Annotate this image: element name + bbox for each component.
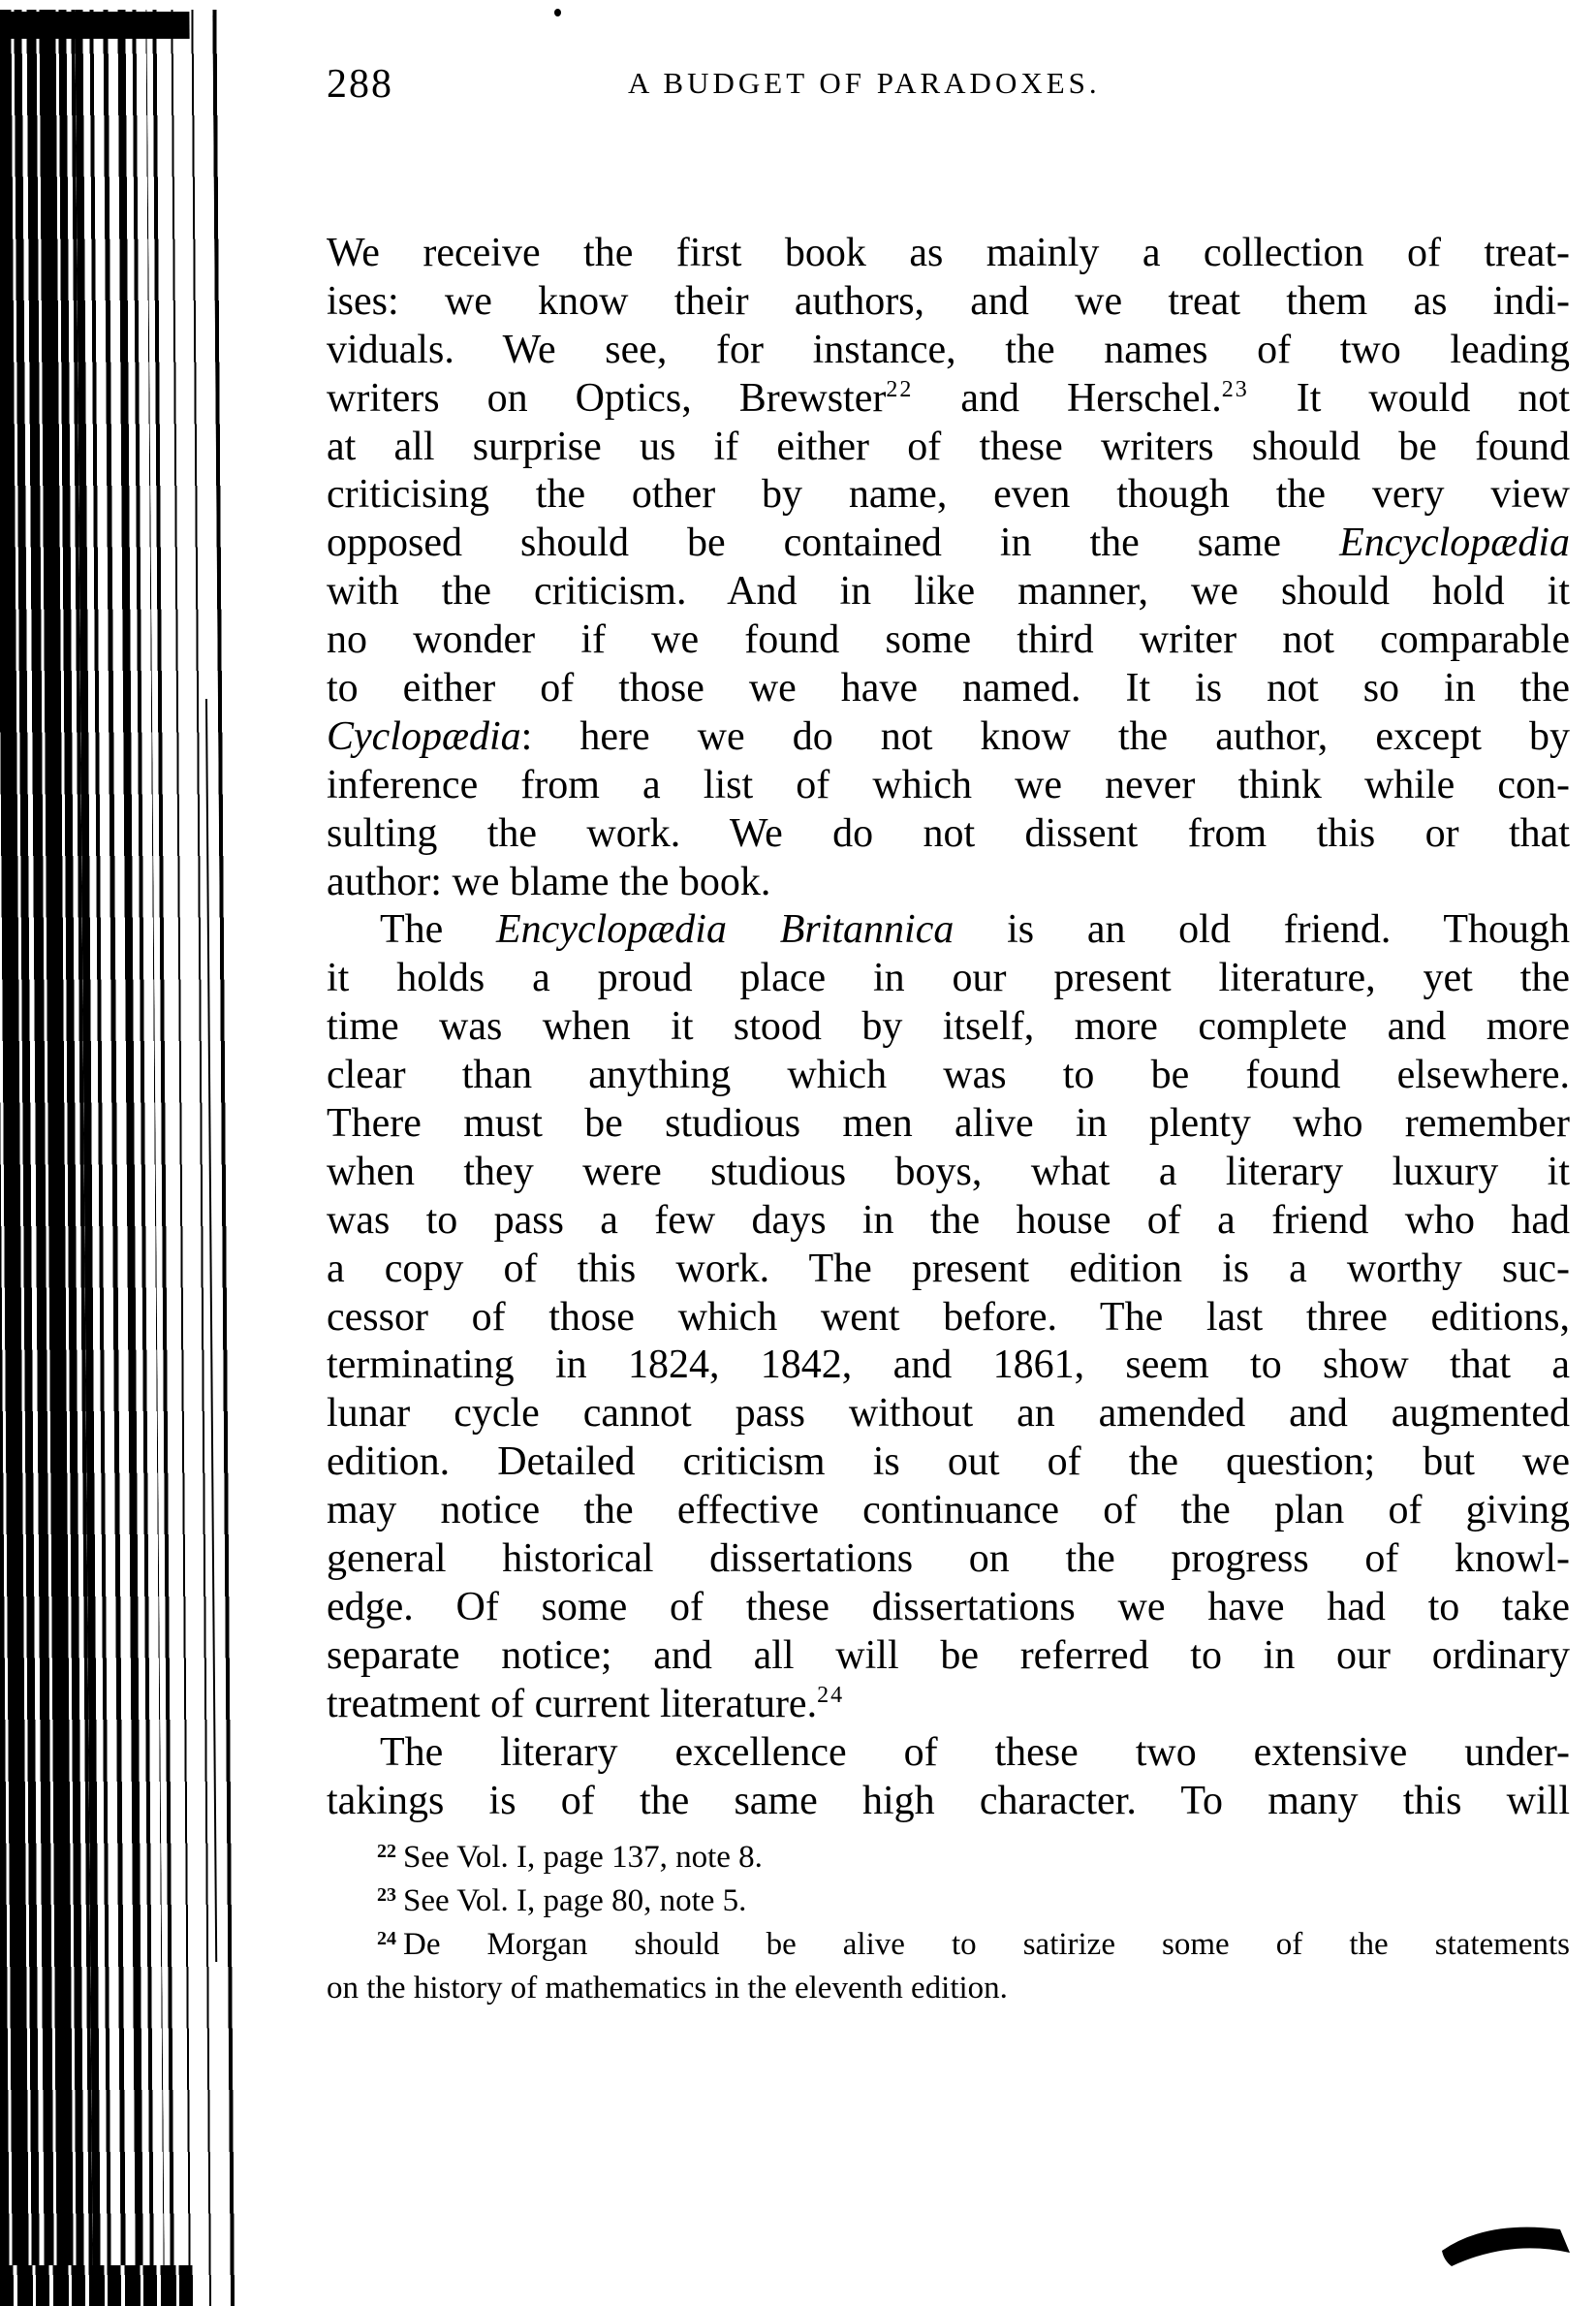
text-run: writers on Optics, Brewster <box>327 375 887 421</box>
text-line <box>327 1100 1570 1149</box>
text-line <box>327 327 1570 375</box>
text-line <box>327 1390 1570 1438</box>
text-run: on the history of mathematics in the eleventh edition. <box>327 1971 1008 2006</box>
text-line <box>327 1729 1570 1778</box>
text-run: when they were studious boys, what a literary luxury it <box>327 1149 1570 1194</box>
running-title: A BUDGET OF PARADOXES. <box>628 66 1101 100</box>
text-run: terminating in 1824, 1842, and 1861, seem to show that a <box>327 1343 1570 1388</box>
footnote-marker: 23 <box>377 1884 396 1906</box>
text-line <box>327 955 1570 1003</box>
text-line <box>327 1197 1570 1246</box>
text-run: inference from a list of which we never think while con- <box>327 762 1570 807</box>
text-run: lunar cycle cannot pass without an amended and augmented <box>327 1391 1570 1437</box>
text-run: We receive the first book as mainly a collection of treat- <box>327 231 1570 275</box>
text-run: clear than anything which was to be found elsewhere. <box>327 1053 1570 1098</box>
text-run: edge. Of some of these dissertations we have had to take <box>327 1584 1570 1629</box>
text-run: The literary excellence of these two extensive under- <box>380 1729 1570 1775</box>
book-gutter-scan-artifact <box>0 10 248 2306</box>
text-run: : here we do not know the author, except by <box>520 713 1570 759</box>
text-line <box>327 520 1570 568</box>
text-line <box>327 762 1570 810</box>
text-line <box>327 906 1570 955</box>
text-run: may notice the effective continuance of the plan of giving <box>327 1488 1570 1533</box>
text-run: It would not <box>1248 375 1571 421</box>
text-run: ises: we know their authors, and we treat them as indi- <box>327 278 1570 324</box>
text-run: takings is of the same high character. To many this will <box>327 1778 1570 1823</box>
text-run: separate notice; and all will be referred to in our ordinary <box>327 1632 1570 1678</box>
text-line <box>327 1681 1570 1729</box>
gutter-top-blot <box>0 12 190 39</box>
italic-text-run: Cyclopædia <box>327 713 521 759</box>
text-run: time was when it stood by itself, more complete and more <box>327 1004 1570 1050</box>
italic-text-run: Encyclopædia <box>1339 521 1570 566</box>
text-run: author: we blame the book. <box>327 859 771 904</box>
text-line <box>327 1778 1570 1826</box>
text-run: sulting the work. We do not dissent from this or that <box>327 810 1570 856</box>
text-line <box>327 568 1570 616</box>
text-run: criticising the other by name, even though the very view <box>327 472 1570 518</box>
footnote-line <box>327 1923 1570 1967</box>
text-line <box>327 810 1570 859</box>
text-run: and Herschel. <box>913 375 1222 421</box>
gutter-bottom-blot <box>0 2265 194 2306</box>
text-run: at all surprise us if either of these writers should be found <box>327 424 1570 469</box>
footnote-reference: 24 <box>817 1682 845 1708</box>
text-line <box>327 230 1570 278</box>
footnote-reference: 23 <box>1221 376 1249 402</box>
text-run: with the criticism. And in like manner, we should hold it <box>327 569 1570 615</box>
text-run: is an old friend. Though <box>954 907 1570 953</box>
footnote-reference: 22 <box>886 376 914 402</box>
text-line <box>327 1052 1570 1100</box>
scan-speck <box>554 9 561 16</box>
footnote-line <box>327 1836 1570 1880</box>
text-line <box>327 1487 1570 1535</box>
text-run: was to pass a few days in the house of a friend who had <box>327 1197 1570 1243</box>
ink-smudge-mark <box>1440 2212 1576 2272</box>
text-line <box>327 1294 1570 1343</box>
text-run: See Vol. I, page 137, note 8. <box>403 1840 763 1875</box>
text-run: it holds a proud place in our present literature, yet the <box>327 956 1570 1001</box>
page-number: 288 <box>327 62 393 107</box>
text-run: no wonder if we found some third writer not comparable <box>327 617 1570 663</box>
text-line <box>327 375 1570 424</box>
text-run: edition. Detailed criticism is out of the question; but we <box>327 1439 1570 1485</box>
text-run: cessor of those which went before. The last three editions, <box>327 1294 1570 1340</box>
text-run: There must be studious men alive in plenty who remember <box>327 1101 1570 1147</box>
text-run: viduals. We see, for instance, the names of two leading <box>327 327 1570 372</box>
text-run: general historical dissertations on the progress of knowl- <box>327 1536 1570 1582</box>
text-line <box>327 1535 1570 1584</box>
text-line <box>327 713 1570 762</box>
footnote-line <box>327 1967 1570 2010</box>
footnote-marker: 24 <box>377 1928 396 1949</box>
text-line <box>327 1246 1570 1294</box>
footnote-line <box>327 1880 1570 1923</box>
text-line <box>327 1342 1570 1390</box>
text-run: to either of those we have named. It is not so in the <box>327 666 1570 711</box>
body-text <box>327 230 1570 1825</box>
text-line <box>327 471 1570 520</box>
text-line <box>327 278 1570 327</box>
text-run: a copy of this work. The present edition is a worthy suc- <box>327 1246 1570 1291</box>
text-run: treatment of current literature. <box>327 1681 818 1726</box>
text-run: See Vol. I, page 80, note 5. <box>403 1883 747 1918</box>
text-run: The <box>380 907 497 953</box>
text-run: De Morgan should be alive to satirize some of the statements <box>403 1927 1570 1962</box>
text-line <box>327 424 1570 472</box>
text-line <box>327 1003 1570 1052</box>
text-line <box>327 1149 1570 1197</box>
text-line <box>327 1438 1570 1487</box>
text-line <box>327 1632 1570 1681</box>
gutter-stripes-sparse <box>146 10 248 2306</box>
footnote-marker: 22 <box>377 1841 396 1862</box>
text-run: opposed should be contained in the same <box>327 521 1340 566</box>
text-line <box>327 1584 1570 1632</box>
italic-text-run: Encyclopædia Britannica <box>496 907 954 953</box>
text-line <box>327 616 1570 665</box>
footnotes <box>327 1836 1570 2010</box>
text-line <box>327 859 1570 907</box>
text-line <box>327 665 1570 713</box>
